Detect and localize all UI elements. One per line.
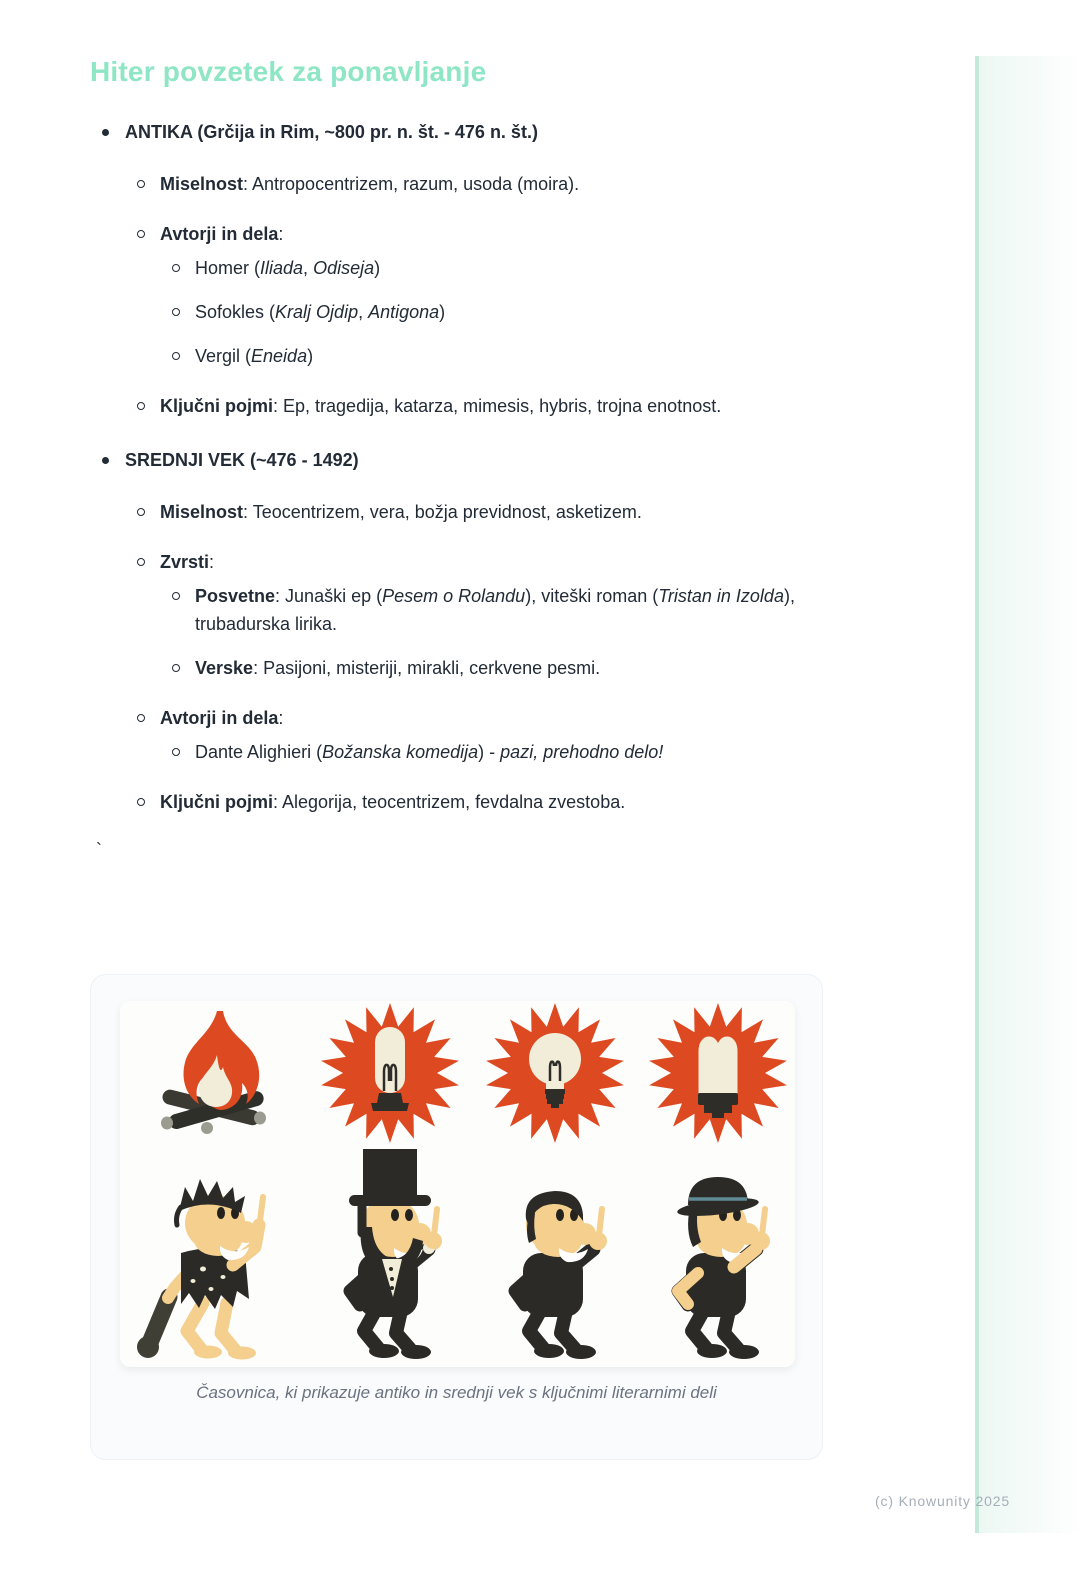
text-run: Kralj Ojdip xyxy=(275,302,359,322)
text-run: Ključni pojmi xyxy=(160,792,274,812)
text-run: , xyxy=(358,302,369,322)
bullet-circle-icon xyxy=(137,558,145,566)
round-bulb-starburst-icon xyxy=(486,1003,624,1143)
text-run: : Ep, tragedija, katarza, mimesis, hybris, trojna enotnost. xyxy=(273,396,722,416)
figure-card xyxy=(90,974,823,1460)
bullet-circle-icon xyxy=(172,264,180,272)
text-run: Miselnost xyxy=(160,502,244,522)
side-accent-band xyxy=(975,56,1080,1533)
outline-item xyxy=(160,654,832,682)
bullet-circle-icon xyxy=(137,180,145,188)
page-title: Hiter povzetek za ponavljanje xyxy=(90,56,487,87)
outline-list-level-0 xyxy=(90,118,832,816)
bullet-circle-icon xyxy=(137,508,145,516)
text-run: : xyxy=(278,708,284,728)
text-run: pazi, prehodno delo! xyxy=(500,742,664,762)
outline-text xyxy=(125,122,538,142)
outline-text xyxy=(160,396,721,416)
text-run: Antigona xyxy=(368,302,440,322)
bullet-circle-icon xyxy=(137,714,145,722)
bullet-disc-icon xyxy=(102,457,109,464)
caveman-figure xyxy=(137,1179,263,1360)
text-run: Zvrsti xyxy=(160,552,210,572)
outline-item xyxy=(160,298,832,326)
outline-text xyxy=(160,552,214,572)
text-run: Avtorji in dela xyxy=(160,224,279,244)
outline-root xyxy=(90,118,832,816)
text-run: Vergil ( xyxy=(195,346,252,366)
text-run: Miselnost xyxy=(160,174,244,194)
outline-item xyxy=(90,118,832,420)
text-run: Homer ( xyxy=(195,258,261,278)
outline-text xyxy=(160,224,283,244)
bullet-circle-icon xyxy=(137,230,145,238)
bullet-circle-icon xyxy=(172,664,180,672)
outline-list-level-2 xyxy=(160,582,832,682)
text-run: ) xyxy=(307,346,314,366)
outline-item xyxy=(125,498,832,526)
text-run: : Teocentrizem, vera, božja previdnost, asketizem. xyxy=(243,502,642,522)
outline-text xyxy=(160,174,579,194)
outline-item xyxy=(125,170,832,198)
incandescent-bulb-starburst-icon xyxy=(321,1003,459,1143)
text-run: : Alegorija, teocentrizem, fevdalna zvestoba. xyxy=(273,792,626,812)
bullet-circle-icon xyxy=(137,402,145,410)
text-run: Posvetne xyxy=(195,586,276,606)
text-run: : Junaški ep ( xyxy=(275,586,383,606)
outline-list-level-1 xyxy=(125,498,832,816)
text-run: Sofokles ( xyxy=(195,302,276,322)
campfire-icon xyxy=(161,1011,266,1134)
outline-item xyxy=(160,254,832,282)
outline-content xyxy=(90,118,832,861)
text-run: Odiseja xyxy=(313,258,375,278)
outline-item xyxy=(160,738,832,766)
bullet-circle-icon xyxy=(137,798,145,806)
stray-backtick: ` xyxy=(96,840,102,860)
text-run: ), viteški roman ( xyxy=(525,586,659,606)
outline-text xyxy=(195,742,663,762)
text-run: Ključni pojmi xyxy=(160,396,274,416)
text-run: : xyxy=(209,552,215,572)
outline-text xyxy=(160,502,642,522)
modern-man-figure xyxy=(515,1191,607,1359)
outline-text xyxy=(195,346,313,366)
outline-item xyxy=(125,392,832,420)
text-run: ) - xyxy=(478,742,501,762)
outline-text xyxy=(125,450,359,470)
text-run: SREDNJI VEK (~476 - 1492) xyxy=(125,450,359,470)
text-run: Tristan in Izolda xyxy=(658,586,784,606)
text-run: Avtorji in dela xyxy=(160,708,279,728)
outline-item xyxy=(125,548,832,682)
outline-text xyxy=(160,708,283,728)
cfl-bulb-starburst-icon xyxy=(649,1003,787,1143)
text-run: ) xyxy=(439,302,446,322)
bullet-circle-icon xyxy=(172,748,180,756)
text-run: , xyxy=(303,258,314,278)
copyright-footer: (c) Knowunity 2025 xyxy=(875,1493,1010,1509)
text-run: ) xyxy=(374,258,381,278)
outline-text xyxy=(160,792,625,812)
outline-item xyxy=(125,788,832,816)
outline-item xyxy=(90,446,832,816)
bullet-circle-icon xyxy=(172,352,180,360)
text-run: Pesem o Rolandu xyxy=(382,586,526,606)
outline-list-level-2 xyxy=(160,254,832,370)
figure-image xyxy=(120,1001,795,1367)
outline-list-level-1 xyxy=(125,170,832,420)
outline-text xyxy=(195,302,445,322)
outline-text xyxy=(195,258,380,278)
text-run: Eneida xyxy=(251,346,308,366)
text-run: Dante Alighieri ( xyxy=(195,742,323,762)
text-run: Iliada xyxy=(260,258,304,278)
outline-text xyxy=(195,658,600,678)
evolution-timeline-illustration xyxy=(120,1001,795,1367)
bowler-hat-man-figure xyxy=(676,1177,770,1359)
text-run: : Antropocentrizem, razum, usoda (moira). xyxy=(243,174,580,194)
text-run: Božanska komedija xyxy=(322,742,479,762)
text-run: Verske xyxy=(195,658,254,678)
text-run: ), trubadurska lirika. xyxy=(195,586,795,634)
outline-list-level-2 xyxy=(160,738,832,766)
bullet-disc-icon xyxy=(102,129,109,136)
top-hat-man-figure xyxy=(349,1149,442,1359)
bullet-circle-icon xyxy=(172,308,180,316)
bullet-circle-icon xyxy=(172,592,180,600)
outline-item xyxy=(160,582,832,638)
outline-item xyxy=(125,220,832,370)
text-run: : Pasijoni, misteriji, mirakli, cerkvene pesmi. xyxy=(253,658,601,678)
outline-text xyxy=(195,586,795,634)
text-run: : xyxy=(278,224,284,244)
outline-item xyxy=(125,704,832,766)
figure-caption: Časovnica, ki prikazuje antiko in srednji vek s ključnimi literarnimi deli xyxy=(196,1383,717,1402)
text-run: ANTIKA (Grčija in Rim, ~800 pr. n. št. - 476 n. št.) xyxy=(125,122,538,142)
outline-item xyxy=(160,342,832,370)
